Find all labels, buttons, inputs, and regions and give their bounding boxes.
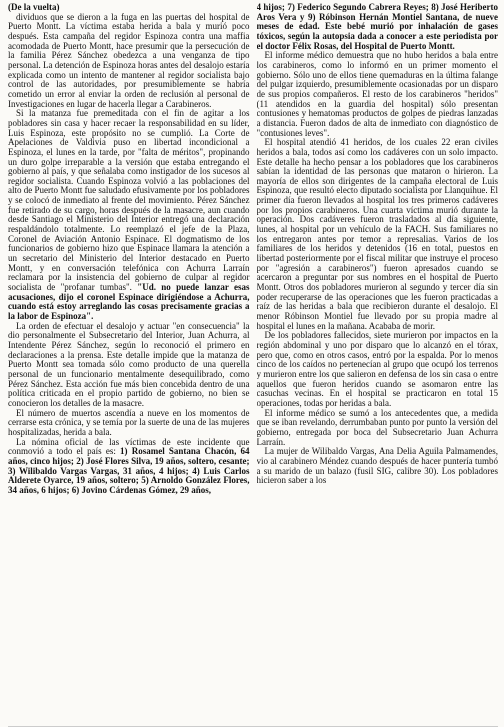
text-run: El hospital atendió 41 heridos, de los cuales 22 eran civiles heridos a bala, todos así como los cadáveres con un solo impacto. Este detalle ha hecho pensar a los pobladores que los carabineros sabían la identidad de las personas que mataron o hirieron. La mayoría de ellos son dirigentes de la campaña electoral de Luis Espinoza, que resultó electo diputado socialista por Llanquihue. El primer día fueron llevados al hospital los tres primeros cadáveres por los propios carabineros. Una cuarta víctima murió durante la operación. Dos cadáveres fueron trasladados al día siguiente, lunes, al hospital por un vehículo de la FACH. Sus familiares no los entregaron antes por temor a represalias. Varios de los familiares de los heridos y detenidos (16 en total, puestos en libertad posteriormente por el fiscal militar que instruye el proceso por "agresión a carabineros") fueron apresados cuando se acercaron a preguntar por sus nombres en el hospital de Puerto Montt. Otros dos pobladores murieron al segundo y tercer día sin poder recuperarse de las operaciones que les fueron practicadas a raíz de las heridas a bala que recibieron durante el desalojo. El menor Róbinson Montiel fue llevado por su propia madre al hospital el lunes en la mañana. Acababa de morir. bbox=[256, 137, 498, 331]
text-run: Si la matanza fue premeditada con el fin de agitar a los pobladores sin casa y hacer recaer la responsabilidad en su líder, Luis Espinoza, este propósito no se cumplió. La Corte de Apelaciones de Valdivia puso en libertad incondicional a Espinoza, el lunes en la tarde, por "falta de méritos", propinando un duro golpe irreparable a la versión que estaba entregando el gobierno al país, y que señalaba como instigador de los sucesos al regidor socialista. Cuando Espinoza volvió a las poblaciones del alto de Puerto Montt fue saludado efusivamente por los pobladores y se colocó de inmediato al frente del movimiento. Pérez Sánchez fue retirado de su cargo, horas después de la masacre, aun cuando desde Santiago el Ministerio del Interior entregó una declaración respaldándolo totalmente. Lo reemplazó el jefe de la Plaza, Coronel de Aviación Antonio Espinace. El dogmatismo de los funcionarios de gobierno hizo que Espinace llamara la atención a un secretario del Ministerio del Interior destacado en Puerto Montt, y en conversación telefónica con Achurra Larraín reclamara por la insistencia del gobierno de culpar al regidor socialista de "profanar tumbas". bbox=[8, 108, 250, 293]
article-column-left bbox=[8, 3, 250, 727]
article-paragraph bbox=[257, 51, 499, 138]
text-run: De los pobladores fallecidos, siete murieron por impactos en la región abdominal y uno por disparo que lo alcanzó en el tórax, pero que, como en otros casos, entró por la espalda. Por lo menos cinco de los caídos no pertenecían al grupo que ocupó los terrenos y murieron entre los que salieron en defensa de los sin casa o entre aquellos que fueron heridos cuando se asomaron entre las casuchas vecinas. En el hospital se practicaron en total 15 operaciones, todas por heridas a bala. bbox=[256, 330, 498, 408]
article-paragraph bbox=[8, 109, 250, 321]
article-paragraph bbox=[8, 409, 250, 438]
article-paragraph bbox=[8, 438, 250, 496]
continuation-label: (De la vuelta) bbox=[8, 3, 60, 12]
article-paragraph bbox=[257, 409, 499, 448]
bold-text-run: 4 hijos; 7) Federico Segundo Cabrera Reyes; 8) José Heriberto Aros Vera y 9) Róbinson Hernán Montiel Santana, de nueve meses de edad. Este bebé murió por inhalación de gases tóxicos, según la autopsia dada a conocer a este periodista por el doctor Félix Rosas, del Hospital de Puerto Montt. bbox=[256, 3, 498, 51]
bold-text-run: "Ud. no puede lanzar esas acusaciones, dijo el coronel Espinace dirigiéndose a Achurra, cuando está estoy arreglando las cosas precisamente gracias a la labor de Espinoza". bbox=[8, 282, 250, 321]
article-paragraph bbox=[257, 447, 499, 486]
article-column-right bbox=[257, 3, 499, 727]
text-run: El número de muertos ascendía a nueve en los momentos de cerrarse esta crónica, y se temía por la suerte de una de las mujeres hospitalizadas, herida a bala. bbox=[8, 407, 250, 437]
article-paragraph bbox=[257, 331, 499, 408]
article-paragraph bbox=[8, 322, 250, 409]
text-run: La orden de efectuar el desalojo y actuar "en consecuencia" la dio personalmente el Subsecretario del Interior, Juan Achurra, al Intendente Pérez Sánchez, según lo reconoció el primero en declaraciones a la prensa. Este detalle impide que la matanza de Puerto Montt sea tomada sólo como producto de una querella personal de un funcionario mentalmente desequilibrado, como Pérez Sánchez. Esta acción fue más bien concebida dentro de una política criticada en el propio partido de gobierno, no bien se conocieron los detalles de la masacre. bbox=[8, 320, 250, 408]
article-paragraph bbox=[257, 138, 499, 331]
text-run: La nómina oficial de las víctimas de este incidente que conmovió a todo el país es: bbox=[8, 436, 250, 457]
text-run: El informe médico se sumó a los antecedentes que, a medida que se iban revelando, derrumbaban punto por punto la versión del gobierno, entregada por boca del Subsecretario Juan Achurra Larraín. bbox=[256, 407, 498, 447]
bold-text-run: 1) Rosamel Santana Chacón, 64 años, cinco hijos; 2) José Flores Silva, 19 años, soltero, cesante; 3) Wilibaldo Vargas Vargas, 31 años, 4 hijos; 4) Luis Carlos Alderete Oyarce, 19 años, soltero; 5) Arnoldo González Flores, 34 años, 6 hijos; 6) Jovino Cárdenas Gómez, 29 años, bbox=[8, 446, 250, 495]
article-paragraph bbox=[8, 13, 250, 110]
text-run: El informe médico demuestra que no hubo heridos a bala entre los carabineros, como lo informó en un primer momento el gobierno. Sólo uno de ellos tiene quemaduras en la última falange del pulgar izquierdo, presumiblemente ocasionadas por un disparo de sus propios compañeros. El resto de los carabineros "heridos" (11 atendidos en la guardia del hospital) sólo presentan contusiones y hematomas productos de golpes de piedras lanzadas a distancia. Fueron dados de alta de inmediato con diagnóstico de "contusiones leves". bbox=[256, 50, 498, 138]
text-run: dividuos que se dieron a la fuga en las puertas del hospital de Puerto Montt. La víctima estaba herida a bala y murió poco después. Esta campaña del regidor Espinoza contra una maffia acomodada de Puerto Montt, hace presumir que la persecución de la familia Pérez Sánchez obedezca a una venganza de tipo personal. La detención de Espinoza horas antes del desalojo estaría explicada como un intento de mantener al regidor socialista bajo control de las autoridades, por presumiblemente se habría cometido un error al enviar la orden de reclusión al personal de Investigaciones en lugar de hacerla llegar a Carabineros. bbox=[8, 11, 250, 109]
article-paragraph bbox=[257, 3, 499, 51]
text-run: La mujer de Wilibaldo Vargas, Ana Delia Aguila Palmamendes, vio al carabinero Méndez cuando después de hacer puntería tumbó a su marido de un balazo (fusil SIG, calibre 30). Los pobladores hicieron saber a los bbox=[256, 446, 498, 486]
